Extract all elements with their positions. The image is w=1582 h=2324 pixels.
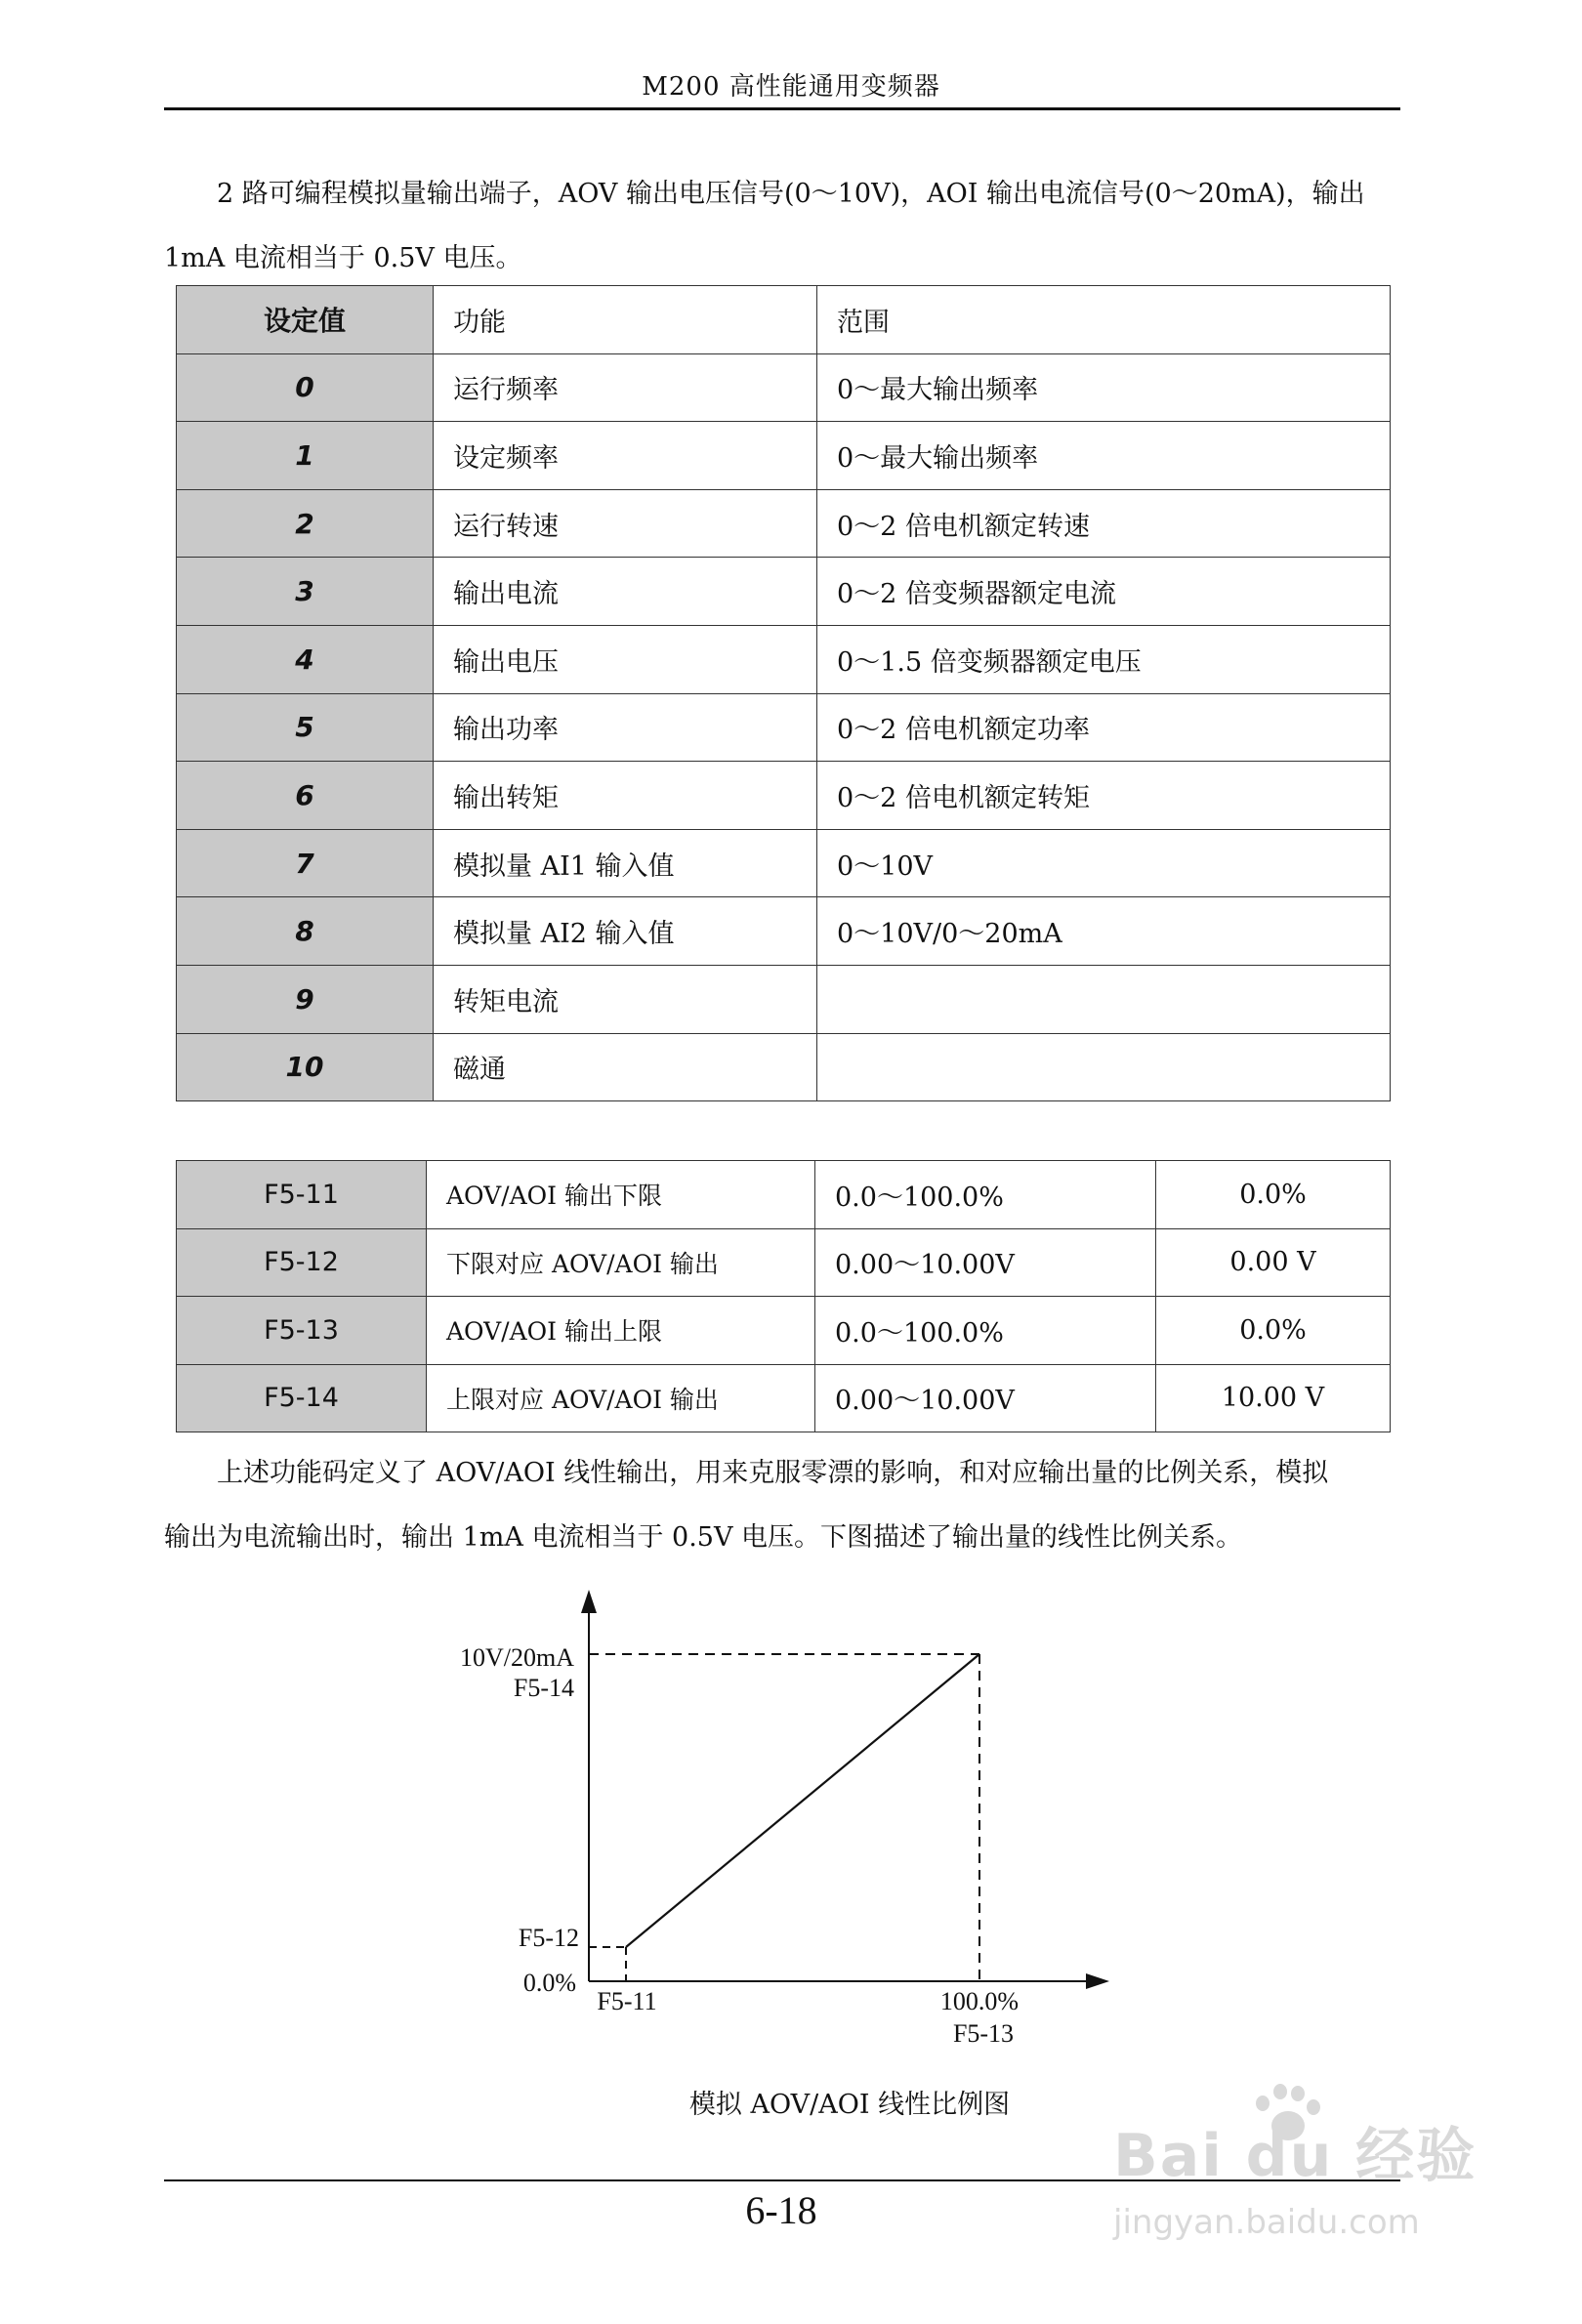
row-code: 1 xyxy=(177,422,434,490)
row-function: 输出功率 xyxy=(434,693,817,762)
param-default: 0.00 V xyxy=(1156,1228,1391,1297)
row-code: 0 xyxy=(177,353,434,422)
param-code: F5-12 xyxy=(177,1228,427,1297)
x-axis-arrow xyxy=(1086,1973,1109,1989)
intro-line-1: 2 路可编程模拟量输出端子，AOV 输出电压信号(0～10V)，AOI 输出电流信号(0～20mA)，输出 xyxy=(217,179,1365,209)
watermark-brand: Bai du 经验 xyxy=(1113,2122,1478,2190)
row-code: 8 xyxy=(177,897,434,966)
row-function: 模拟量 AI1 输入值 xyxy=(434,829,817,897)
row-code: 6 xyxy=(177,762,434,830)
row-function: 转矩电流 xyxy=(434,965,817,1033)
param-range: 0.00～10.00V xyxy=(815,1228,1156,1297)
watermark xyxy=(1113,2099,1504,2295)
row-function: 运行转速 xyxy=(434,489,817,558)
param-default: 0.0% xyxy=(1156,1297,1391,1365)
row-code: 2 xyxy=(177,489,434,558)
row-function: 设定频率 xyxy=(434,422,817,490)
row-range: 0～2 倍电机额定转矩 xyxy=(817,762,1391,830)
intro-line-2: 1mA 电流相当于 0.5V 电压。 xyxy=(164,243,522,273)
output-line xyxy=(626,1654,979,1947)
y-label-high: 10V/20mA xyxy=(460,1643,574,1672)
row-function: 输出电压 xyxy=(434,625,817,693)
row-range: 0～2 倍变频器额定电流 xyxy=(817,558,1391,626)
param-range: 0.0～100.0% xyxy=(815,1297,1156,1365)
row-range: 0～1.5 倍变频器额定电压 xyxy=(817,625,1391,693)
row-code: 10 xyxy=(177,1033,434,1101)
row-range: 0～10V xyxy=(817,829,1391,897)
row-range: 0～2 倍电机额定转速 xyxy=(817,489,1391,558)
description-line-2: 输出为电流输出时，输出 1mA 电流相当于 0.5V 电压。下图描述了输出量的线性比例关系。 xyxy=(164,1522,1243,1553)
x-label-high: 100.0% xyxy=(939,1987,1020,2015)
row-range: 0～2 倍电机额定功率 xyxy=(817,693,1391,762)
row-code: 9 xyxy=(177,965,434,1033)
param-name: AOV/AOI 输出下限 xyxy=(427,1161,815,1229)
y-axis-arrow xyxy=(581,1590,597,1613)
x-label-low: F5-11 xyxy=(597,1987,657,2015)
param-code: F5-14 xyxy=(177,1364,427,1432)
param-code: F5-13 xyxy=(177,1297,427,1365)
param-name: AOV/AOI 输出上限 xyxy=(427,1297,815,1365)
row-range: 0～最大输出频率 xyxy=(817,353,1391,422)
watermark-url: jingyan.baidu.com xyxy=(1113,2203,1420,2242)
x-label-high-code: F5-13 xyxy=(952,2019,1015,2048)
page-number: 6-18 xyxy=(745,2188,817,2232)
param-name: 上限对应 AOV/AOI 输出 xyxy=(427,1364,815,1432)
row-code: 7 xyxy=(177,829,434,897)
chart-caption: 模拟 AOV/AOI 线性比例图 xyxy=(688,2090,1011,2120)
row-code: 3 xyxy=(177,558,434,626)
param-range: 0.00～10.00V xyxy=(815,1364,1156,1432)
description-line-1: 上述功能码定义了 AOV/AOI 线性输出，用来克服零漂的影响，和对应输出量的比例关系，模拟 xyxy=(217,1458,1329,1488)
header-function: 功能 xyxy=(434,286,817,354)
param-code: F5-11 xyxy=(177,1161,427,1229)
param-default: 10.00 V xyxy=(1156,1364,1391,1432)
y-label-high-code: F5-14 xyxy=(513,1674,574,1702)
row-code: 4 xyxy=(177,625,434,693)
header-title: M200 高性能通用变频器 xyxy=(642,72,940,102)
x-label-origin: 0.0% xyxy=(522,1969,576,1997)
row-range: 0～10V/0～20mA xyxy=(817,897,1391,966)
row-function: 运行频率 xyxy=(434,353,817,422)
row-function: 输出转矩 xyxy=(434,762,817,830)
y-label-low: F5-12 xyxy=(518,1924,579,1952)
row-function: 输出电流 xyxy=(434,558,817,626)
param-range: 0.0～100.0% xyxy=(815,1161,1156,1229)
row-function: 磁通 xyxy=(434,1033,817,1101)
row-function: 模拟量 AI2 输入值 xyxy=(434,897,817,966)
row-code: 5 xyxy=(177,693,434,762)
row-range: 0～最大输出频率 xyxy=(817,422,1391,490)
header-range: 范围 xyxy=(817,286,1391,354)
header-setting-value: 设定值 xyxy=(177,286,434,354)
param-default: 0.0% xyxy=(1156,1161,1391,1229)
param-name: 下限对应 AOV/AOI 输出 xyxy=(427,1228,815,1297)
